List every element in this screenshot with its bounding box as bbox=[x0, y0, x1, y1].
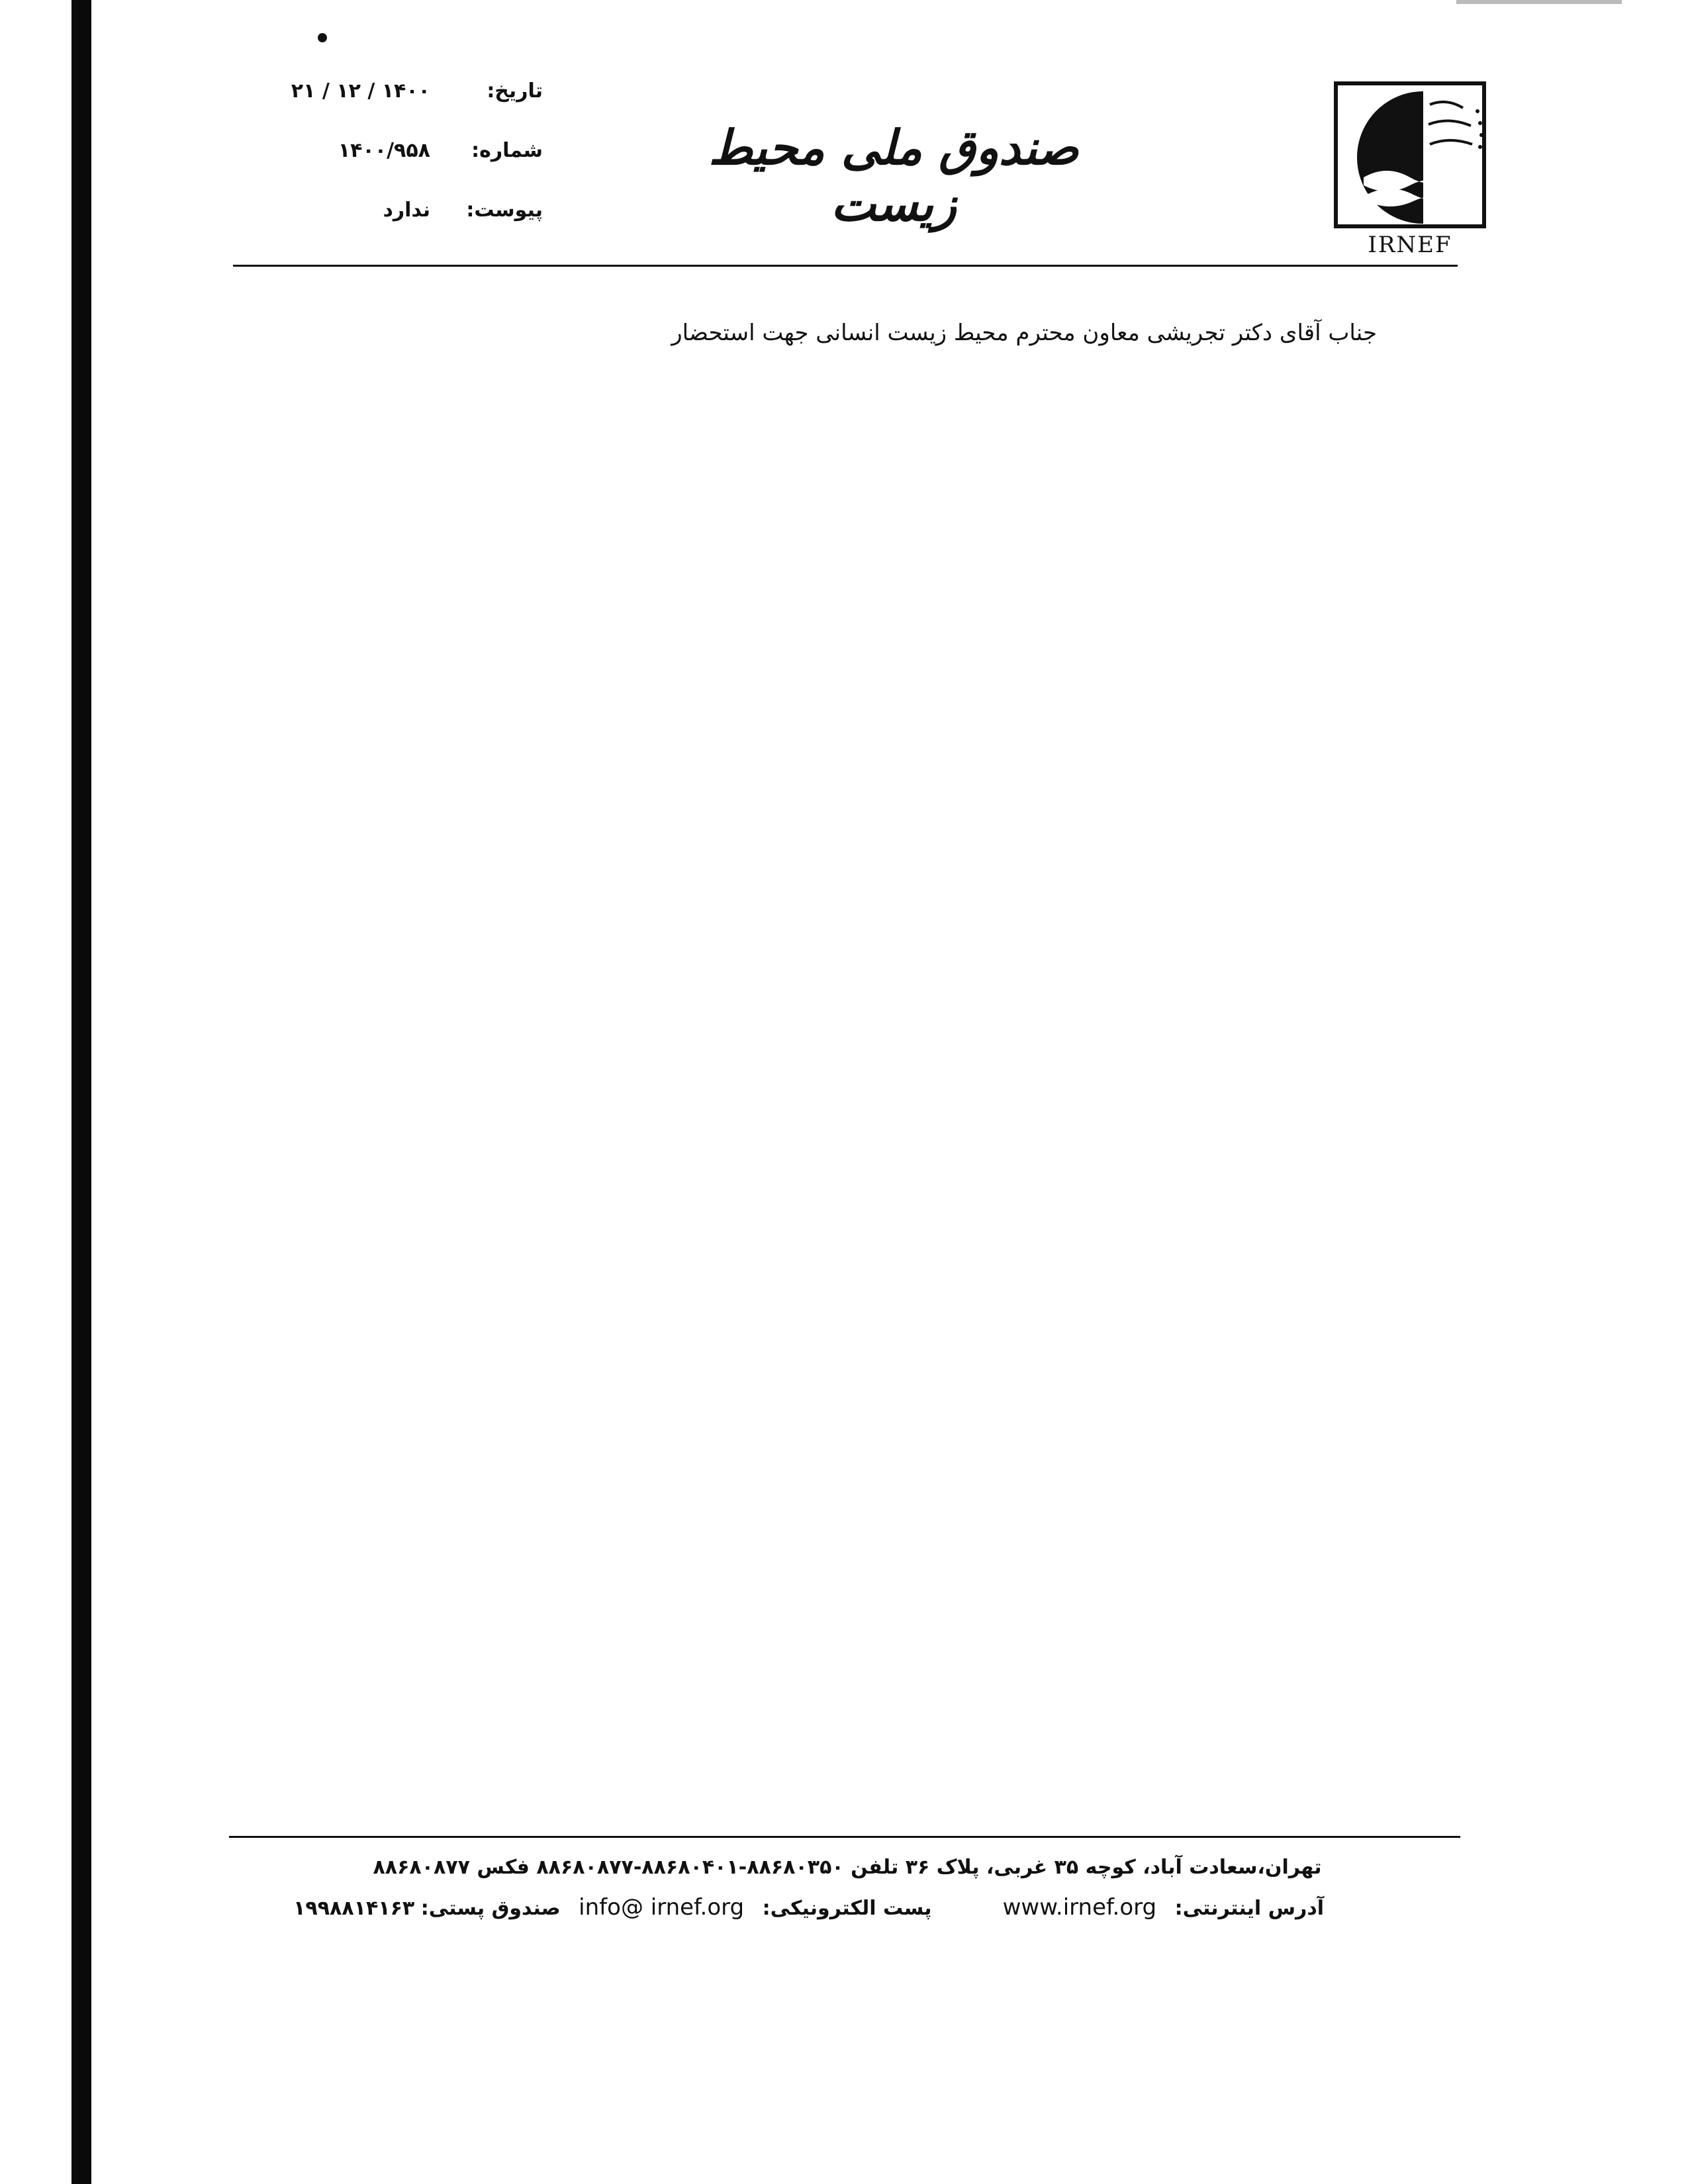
date-label: تاریخ: bbox=[487, 79, 543, 103]
postal-label: صندوق پستی: bbox=[420, 1897, 561, 1920]
addressee-line: جناب آقای دکتر تجریشی معاون محترم محیط زیست انسانی جهت استحضار bbox=[671, 320, 1377, 346]
attachment-label: پیوست: bbox=[466, 199, 543, 222]
logo-caption: IRNEF bbox=[1368, 232, 1452, 258]
number-label: شماره: bbox=[471, 139, 543, 162]
attachment-value: ندارد bbox=[383, 199, 430, 222]
organization-logo bbox=[1331, 78, 1489, 270]
number-value: ۱۴۰۰/۹۵۸ bbox=[338, 139, 430, 162]
footer-divider bbox=[229, 1836, 1460, 1838]
postal-code: ۱۹۹۸۸۱۴۱۶۳ bbox=[293, 1897, 415, 1920]
number-row bbox=[265, 139, 543, 199]
letter-meta bbox=[265, 79, 543, 258]
email-label: پست الکترونیکی: bbox=[762, 1897, 932, 1920]
organization-title: صندوق ملی محیط زیست bbox=[708, 119, 1079, 232]
scan-dot bbox=[318, 33, 327, 42]
date-value: ۱۴۰۰ / ۱۲ / ۲۱ bbox=[291, 79, 430, 103]
header-divider bbox=[233, 265, 1458, 267]
website-label: آدرس اینترنتی: bbox=[1174, 1897, 1324, 1920]
scan-edge-bar bbox=[71, 0, 91, 2184]
website-link[interactable]: www.irnef.org bbox=[1002, 1894, 1157, 1921]
email-link[interactable]: info@ irnef.org bbox=[579, 1894, 745, 1921]
attachment-row bbox=[265, 199, 543, 258]
footer-address: تهران،سعادت آباد، کوچه ۳۵ غربی، پلاک ۳۶ تلفن ۸۸۶۸۰۳۵۰-۸۸۶۸۰۴۰۱-۸۸۶۸۰۸۷۷ فکس ۸۸۶۸۰۸۷۷ bbox=[373, 1856, 1322, 1879]
date-row bbox=[265, 79, 543, 139]
footer-contacts bbox=[293, 1893, 1324, 1923]
scan-corner-mark bbox=[1456, 0, 1622, 4]
irnef-logo-icon bbox=[1331, 78, 1489, 232]
